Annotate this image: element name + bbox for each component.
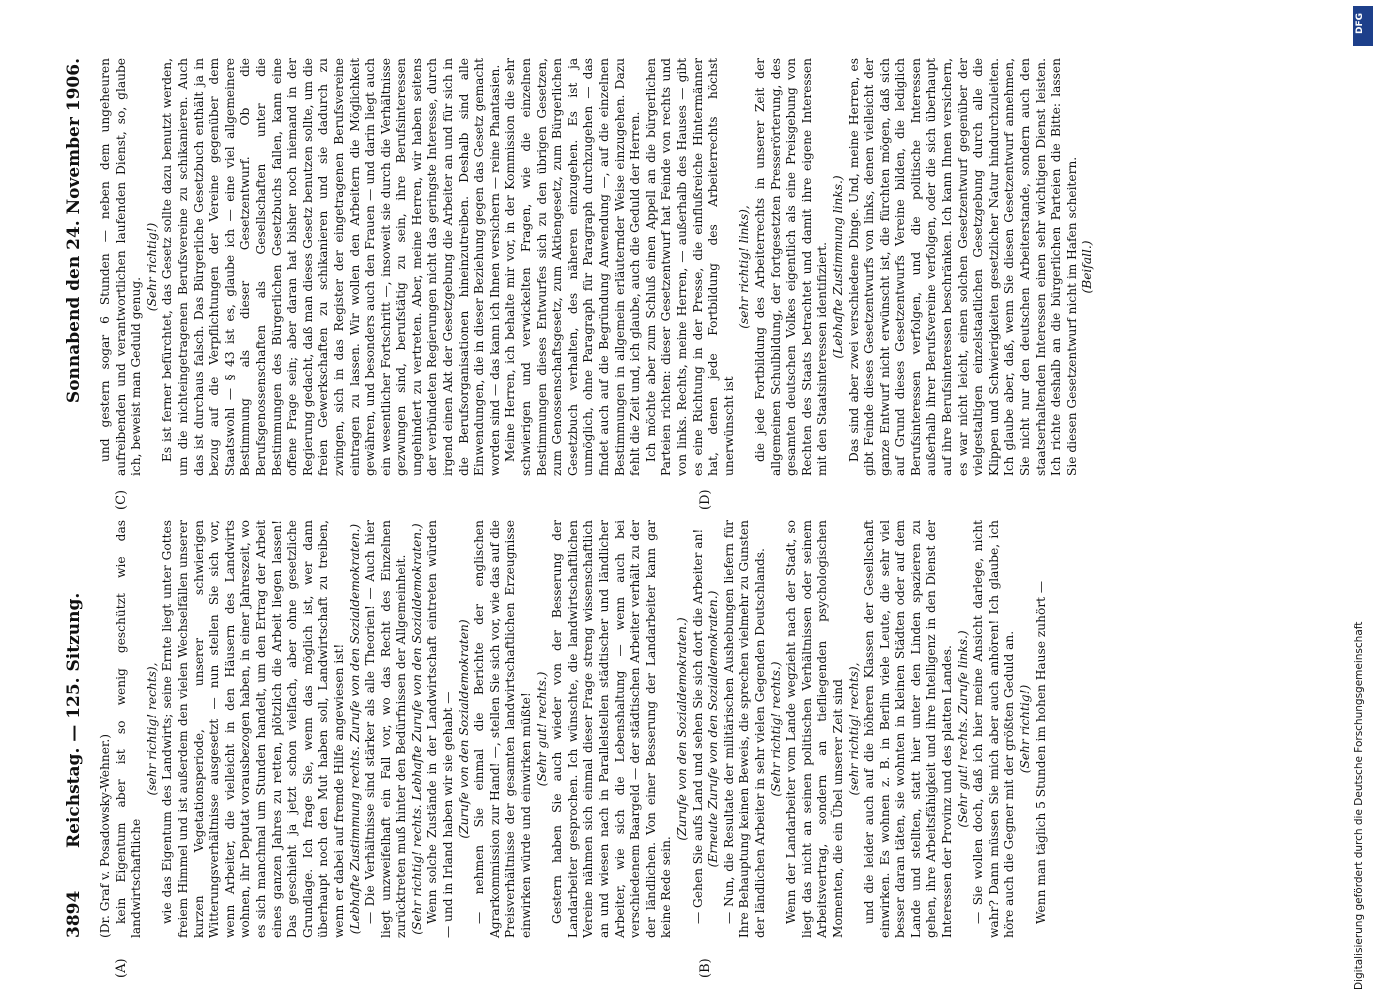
margin-mark-b: (B) — [698, 958, 713, 978]
digitization-strip — [1353, 10, 1375, 990]
page-number: 3894 — [64, 890, 84, 938]
page-header — [58, 58, 92, 938]
paragraph: Ich möchte aber zum Schluß einen Appell an die bürgerlichen Parteien richten: dieser Gesetzentwurf hat Feinde von rechts und von links. Rechts, meine Herren, — außerhalb des Hauses — gibt es eine Richtung in der Presse, die einflußreiche Hintermänner hat, denen jede Fortbildung des Arbeiterrechts höchst unerwünscht ist — [643, 58, 736, 476]
interjection: (Erneute Zurufe von den Sozialdemokraten.) — [706, 590, 721, 868]
header-date: Sonnabend den 24. November 1906. — [64, 58, 84, 404]
interjection: (Beifall.) — [1080, 240, 1095, 294]
margin-mark-d: (D) — [698, 489, 713, 510]
dfg-logo-text: DFG — [1355, 12, 1365, 34]
interjection: (Lebhafte Zustimmung links.) — [830, 175, 845, 359]
right-column — [98, 58, 1096, 476]
interjection: (Zurufe von den Sozialdemokraten) — [456, 619, 471, 839]
paragraph: — Nun, die Resultate der militärischen Aushebungen liefern für Ihre Behauptung keinen Beweis, die sprechen vielmehr zu Gunsten der ländlichen Arbeiter in sehr vielen Gegenden Deutschlands. — [721, 520, 767, 938]
interjection: (sehr richtig! rechts), — [846, 662, 861, 796]
paragraph: — Gehen Sie aufs Land und sehen Sie sich dort die Arbeiter an! — [690, 528, 705, 924]
paragraph: Das sind aber zwei verschiedene Dinge. Und, meine Herren, es gibt Feinde dieses Gesetzentwurfs von links, denen vielleicht der ganze Entwurf nicht erwünscht ist, die fürchten mögen, daß sich auf Grund dieses Gesetzentwurfs Vereine bilden, die lediglich Berufsinteressen verfolgen, und die politische Interessen außerhalb ihrer Berufsvereine verfolgen, oder die sich überhaupt auf ihre Berufsinteressen beschränken. Ich kann Ihnen versichern, es war nicht leicht, einen solchen Gesetzentwurf gegenüber der vielgestaltigen einzelstaatlichen Gesetzgebung durch alle die Klippen und Schwierigkeiten gesetzlicher Natur hindurchzuleiten. Ich glaube aber, daß, wenn Sie diesen Gesetzentwurf annehmen, Sie nicht nur den deutschen Arbeiterstande, sondern auch den staatserhaltenden Interessen einen sehr wichtigen Dienst leisten. Ich richte deshalb an die bürgerlichen Parteien die Bitte: lassen Sie diesen Gesetzentwurf nicht im Hafen scheitern. — [846, 58, 1079, 476]
interjection: (Sehr richtig! rechts.) — [768, 661, 783, 797]
interjection: (sehr richtig! links), — [737, 205, 752, 329]
header-session: Reichstag. — 125. Sitzung. — [64, 592, 84, 848]
interjection: (Sehr richtig!) — [1018, 684, 1033, 774]
interjection: (sehr richtig! rechts), — [144, 662, 159, 796]
digitization-credit: Digitalisierung gefördert durch die Deutsche Forschungsgemeinschaft — [1353, 621, 1365, 990]
interjection: (Zurufe von den Sozialdemokraten.) — [674, 617, 689, 841]
paragraph: — nehmen Sie einmal die Berichte der englischen Agrarkommission zur Hand! —, stellen Sie sich vor, wie das auf die Preisverhältnisse der gesamten landwirtschaftlichen Erzeugnisse einwirken würde und einwirken müßte! — [472, 520, 534, 938]
paragraph: und die leider auch auf die höheren Klassen der Gesellschaft einwirken. Es wohnen z. B. in Berlin viele Leute, die sehr viel besser daran täten, sie wohnten in kleinen Städten oder auf dem Lande und stellten, statt hier unter den Linden spazieren zu gehen, ihre Arbeitsfähigkeit und ihre Intelligenz in den Dienst der Interessen der Provinz und des platten Landes. — [862, 520, 955, 938]
interjection: (Lebhafte Zustimmung rechts. Zurufe von den Sozialdemokraten.) — [347, 523, 362, 935]
interjection: (Sehr richtig!) — [144, 222, 159, 312]
paragraph: — Sie wollen doch, daß ich hier meine Ansicht darlege, nicht wahr? Dann müssen Sie mich aber auch anhören! Ich glaube, ich höre auch die Gegner mit der größten Geduld an. — [971, 520, 1017, 938]
paragraph: Gestern haben Sie auch wieder von der Besserung der Landarbeiter gesprochen. Ich wünschte, die landwirtschaftlichen Vereine nähmen sich einmal dieser Frage streng wissenschaftlich an und wiesen nach in Parallelstellen städtischer und ländlicher Arbeiter, wie sich die Lebenshaltung — wenn auch bei verschiedenem Baargeld — der städtischen Arbeiter verhält zu der der ländlichen. Von einer Besserung der Landarbeiter kann gar keine Rede sein. — [550, 520, 674, 938]
interjection: (Sehr gut! rechts.) — [534, 671, 549, 787]
page-content — [58, 58, 1348, 978]
paragraph: — Die Verhältnisse sind stärker als alle Theorien! — Auch hier liegt unzweifelhaft ein Fall vor, wo das Recht des Einzelnen zurücktreten muß hinter den Bedürfnissen der Allgemeinheit. — [363, 520, 409, 938]
interjection: (Sehr gut! rechts. Zurufe links.) — [955, 630, 970, 828]
dfg-logo — [1353, 6, 1373, 46]
paragraph: Wenn man täglich 5 Stunden im hohen Hause zuhört — — [1033, 580, 1048, 924]
margin-mark-c: (C) — [114, 489, 129, 510]
paragraph: Meine Herren, ich behalte mir vor, in der Kommission die sehr schwierigen und verwickelten Fragen, wie die einzelnen Bestimmungen dieses Entwurfes sich zu den übrigen Gesetzen, zum Genossenschaftsgesetz, zum Aktiengesetz, zum Bürgerlichen Gesetzbuch verhalten, des näheren einzugehen. Es ist ja unmöglich, ohne Paragraph für Paragraph durchzugehen — das findet auch auf die Begründung Anwendung —, auf die einzelnen Bestimmungen in allgemein erläuternder Weise einzugehen. Dazu fehlt die Zeit und, ich glaube, auch die Geduld der Herren. — [503, 58, 643, 476]
speaker-name: (Dr. Graf v. Posadowsky-Wehner.) — [98, 733, 112, 938]
paragraph: Es ist ferner befürchtet, das Gesetz sollte dazu benutzt werden, um die nichteingetragenen Berufsvereine zu schikanieren. Auch das ist durchaus falsch. Das Bürgerliche Gesetzbuch enthält ja in bezug auf die Verpflichtungen der Vereine gegenüber dem Staatswohl — § 43 ist es, glaube ich — eine viel allgemeinere Bestimmung als dieser Gesetzentwurf. Ob die Berufsgenossenschaften als Gesellschaften unter die Bestimmungen des Bürgerlichen Gesetzbuchs fallen, kann eine offene Frage sein; aber daran hat bisher noch niemand in der Regierung gedacht, daß man dieses Gesetz benutzen sollte, um die freien Gewerkschaften zu schikanieren und sie dadurch zu zwingen, sich in das Register der eingetragenen Berufsvereine eintragen zu lassen. Wir wollen den Arbeitern die Möglichkeit gewähren, und besonders auch den Frauen — und darin liegt auch ein wesentlicher Fortschritt —, insoweit sie durch die Verhältnisse gezwungen sind, berufstätig zu sein, ihre Berufsinteressen ungehindert zu vertreten. Aber, meine Herren, wir haben seitens der verbündeten Regierungen nicht das geringste Interesse, durch irgend einen Akt der Gesetzgebung die Arbeiter an und für sich in die Berufsorganisationen hineinzutreiben. Deshalb sind alle Einwendungen, die in dieser Beziehung gegen das Gesetz gemacht worden sind — das kann ich Ihnen versichern — reine Phantasien. — [160, 58, 502, 476]
left-column — [98, 520, 1049, 938]
paragraph: Wenn solche Zustände in der Landwirtschaft eintreten würden — und in Irland haben wir sie gehabt — — [425, 520, 456, 938]
paragraph: wie das Eigentum des Landwirts; seine Ernte liegt unter Gottes freiem Himmel und ist außerdem den vielen Wechselfällen unserer kurzen Vegetationsperiode, unserer schwierigen Witterungsverhältnisse ausgesetzt — nun stellen Sie sich vor, wenn Arbeiter, die vielleicht in den Häusern des Landwirts wohnen, ihr Deputat vorausbezogen haben, in einer Jahreszeit, wo es sich manchmal um Stunden handelt, um den Ertrag der Arbeit eines ganzen Jahres zu retten, plötzlich die Arbeit liegen lassen! Das geschieht ja jetzt schon vielfach, aber ohne gesetzliche Grundlage. Ich frage Sie, wenn das möglich ist, wer dann überhaupt noch den Mut haben soll, Landwirtschaft zu treiben, wenn er dabei auf fremde Hilfe angewiesen ist! — [160, 520, 346, 938]
paragraph: und gestern sogar 6 Stunden — neben dem ungeheuren aufreibenden und verantwortlichen laufenden Dienst, so, glaube ich, beweist man Geduld genug. — [98, 58, 144, 476]
paragraph: die jede Fortbildung des Arbeiterrechts in unserer Zeit der allgemeinen Schulbildung, der fortgesetzten Presserörterung, des gesamten deutschen Volkes eigentlich als eine Preisgebung von Rechten des Staats betrachtet und damit ihre eigene Interessen mit den Staatsinteressen identifiziert. — [752, 58, 830, 476]
interjection: (Sehr richtig! rechts. Lebhafte Zurufe von den Sozialdemokraten.) — [409, 523, 424, 935]
paragraph: kein Eigentum aber ist so wenig geschützt wie das landwirtschaftliche — [113, 520, 144, 938]
margin-mark-a: (A) — [114, 958, 129, 978]
paragraph: Wenn der Landarbeiter vom Lande wegzieht nach der Stadt, so liegt das nicht an seinen politischen Verhältnissen oder seinem Arbeitsvertrag, sondern an tiefliegenden psychologischen Momenten, die ein Übel unserer Zeit sind — [784, 520, 845, 938]
